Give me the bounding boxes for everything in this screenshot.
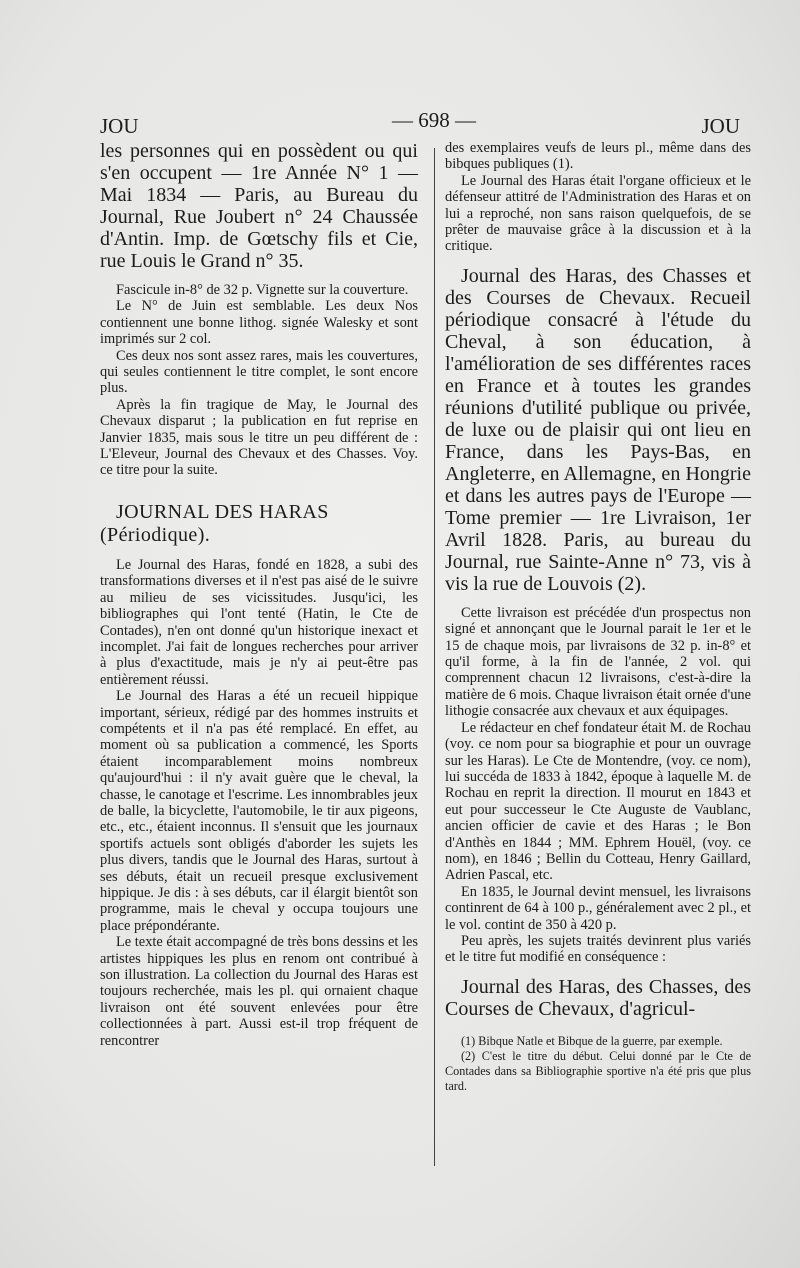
- left-paragraph-1: les personnes qui en possèdent ou qui s'en occupent — 1re Année N° 1 — Mai 1834 — Paris, au Bureau du Journal, Rue Joubert n° 24 Chaussée d'Antin. Imp. de Gœtschy fils et Cie, rue Louis le Grand n° 35.: [100, 140, 418, 272]
- left-paragraph-3: Le N° de Juin est semblable. Les deux Nos contiennent une bonne lithog. signée Walesky et sont imprimés sur 2 col.: [100, 298, 418, 348]
- footnote-1: (1) Bibque Natle et Bibque de la guerre, par exemple.: [461, 1033, 723, 1048]
- right-paragraph-1: des exemplaires veufs de leurs pl., même dans des bibques publiques (1).: [445, 140, 751, 173]
- entry-heading: JOURNAL DES HARAS (Périodique).: [100, 500, 329, 546]
- column-divider: [434, 148, 435, 1166]
- footnote-2: (2) C'est le titre du début. Celui donné par le Cte de Contades dans sa Bibliographie sportive n'a été pris que plus tard.: [445, 1048, 751, 1093]
- right-paragraph-4: Cette livraison est précédée d'un prospectus non signé et annonçant que le Journal parait le 1er et le 15 de chaque mois, par livraisons de 32 p. in-8° et qu'il forme, à la fin de l'année, 2 vol. qui comprennent chacun 12 livraisons, c'est-à-dire la matière de 6 mois. Chaque livraison était ornée d'une lithogie consacrée aux chevaux et aux équipages.: [445, 604, 751, 720]
- page-number: — 698 —: [392, 108, 476, 132]
- right-paragraph-5: Le rédacteur en chef fondateur était M. de Rochau (voy. ce nom pour sa biographie et pour un ouvrage sur les Haras). Le Cte de Montendre, (voy. ce nom), lui succéda de 1833 à 1842, époque à laquelle M. de Rochau en reprit la direction. Il mourut en 1843 et eut pour successeur le Cte Auguste de Vaublanc, ancien officier de cavie et des Haras ; le Bon d'Anthès en 1844 ; MM. Ephrem Houël, (voy. ce nom), en 1846 ; Bellin du Cotteau, Henry Gaillard, Adrien Pascal, etc.: [445, 719, 751, 884]
- footnote-spacer: [445, 1020, 751, 1034]
- running-header: [100, 108, 740, 138]
- header-left-label: JOU: [100, 114, 139, 138]
- left-paragraph-4: Ces deux nos sont assez rares, mais les couvertures, qui seules contiennent le titre complet, le sont encore plus.: [100, 347, 418, 397]
- header-right-label: JOU: [701, 114, 740, 138]
- left-paragraph-8: Le texte était accompagné de très bons dessins et les artistes hippiques les plus en renom ont contribué à son illustration. La collection du Journal des Haras est toujours recherchée, mais les pl. qui ornaient chaque livraison ont été souvent enlevées pour être collectionnées à part. Aussi est-il trop fréquent de rencontrer: [100, 934, 418, 1049]
- left-paragraph-5: Après la fin tragique de May, le Journal des Chevaux disparut ; la publication en fut reprise en Janvier 1835, mais sous le titre un peu différent de : L'Eleveur, Journal des Chevaux et des Chasses. Voy. ce titre pour la suite.: [100, 396, 418, 479]
- right-paragraph-6: En 1835, le Journal devint mensuel, les livraisons continrent de 64 à 100 p., généralement avec 2 pl., et le vol. contint de 350 à 420 p.: [445, 883, 751, 933]
- left-paragraph-2: Fascicule in-8° de 32 p. Vignette sur la couverture.: [116, 282, 409, 298]
- right-paragraph-2: Le Journal des Haras était l'organe officieux et le défenseur attitré de l'Administration des Haras et on lui a reproché, non sans raison quelquefois, de se prêter de mauvaise grâce à la discussion et à la critique.: [445, 172, 751, 255]
- right-title-entry: Journal des Haras, des Chasses et des Courses de Chevaux. Recueil périodique consacré à l'étude du Cheval, à son éducation, à l'amélioration de ses différentes races en France et à toutes les grandes réunions d'utilité publique ou privée, de luxe ou de plaisir qui ont lieu en France, dans les Pays-Bas, en Angleterre, en Allemagne, en Hongrie et dans les autres pays de l'Europe — Tome premier — 1re Livraison, 1er Avril 1828. Paris, au bureau du Journal, rue Sainte-Anne n° 73, vis à vis la rue de Louvois (2).: [445, 264, 751, 595]
- right-title-entry-2: Journal des Haras, des Chasses, des Courses de Chevaux, d'agricul-: [445, 975, 751, 1020]
- left-paragraph-7: Le Journal des Haras a été un recueil hippique important, sérieux, rédigé par des hommes instruits et compétents et il n'a pas été remplacé. En effet, au moment où sa publication a commencé, les Sports étaient incomparablement moins nombreux qu'aujourd'hui : il n'y avait guère que le cheval, la chasse, le canotage et l'escrime. Les innombrables jeux de balle, la bicyclette, l'automobile, le tir aux pigeons, etc., etc., étaient inconnus. Il s'ensuit que les journaux sportifs actuels sont obligés d'aborder les sujets les plus divers, tandis que le Journal des Haras, surtout à ses débuts, était un recueil presque exclusivement hippique. Je dis : à ses débuts, car il élargit bientôt son programme, mais le cheval y occupa toujours une place prépondérante.: [100, 688, 418, 934]
- right-paragraph-7: Peu après, les sujets traités devinrent plus variés et le titre fut modifié en conséquence :: [445, 932, 751, 966]
- right-column: [445, 140, 751, 1094]
- left-column: [100, 140, 418, 1049]
- left-paragraph-6: Le Journal des Haras, fondé en 1828, a subi des transformations diverses et il n'est pas aisé de le suivre au milieu de ses vicissitudes. Jusqu'ici, les bibliographes qui l'ont tenté (Hatin, le Cte de Contades), n'en ont donné qu'un historique inexact et incomplet. J'ai fait de longues recherches pour arriver à plus d'exactitude, mais je n'y ai peut-être pas entièrement réussi.: [100, 556, 418, 688]
